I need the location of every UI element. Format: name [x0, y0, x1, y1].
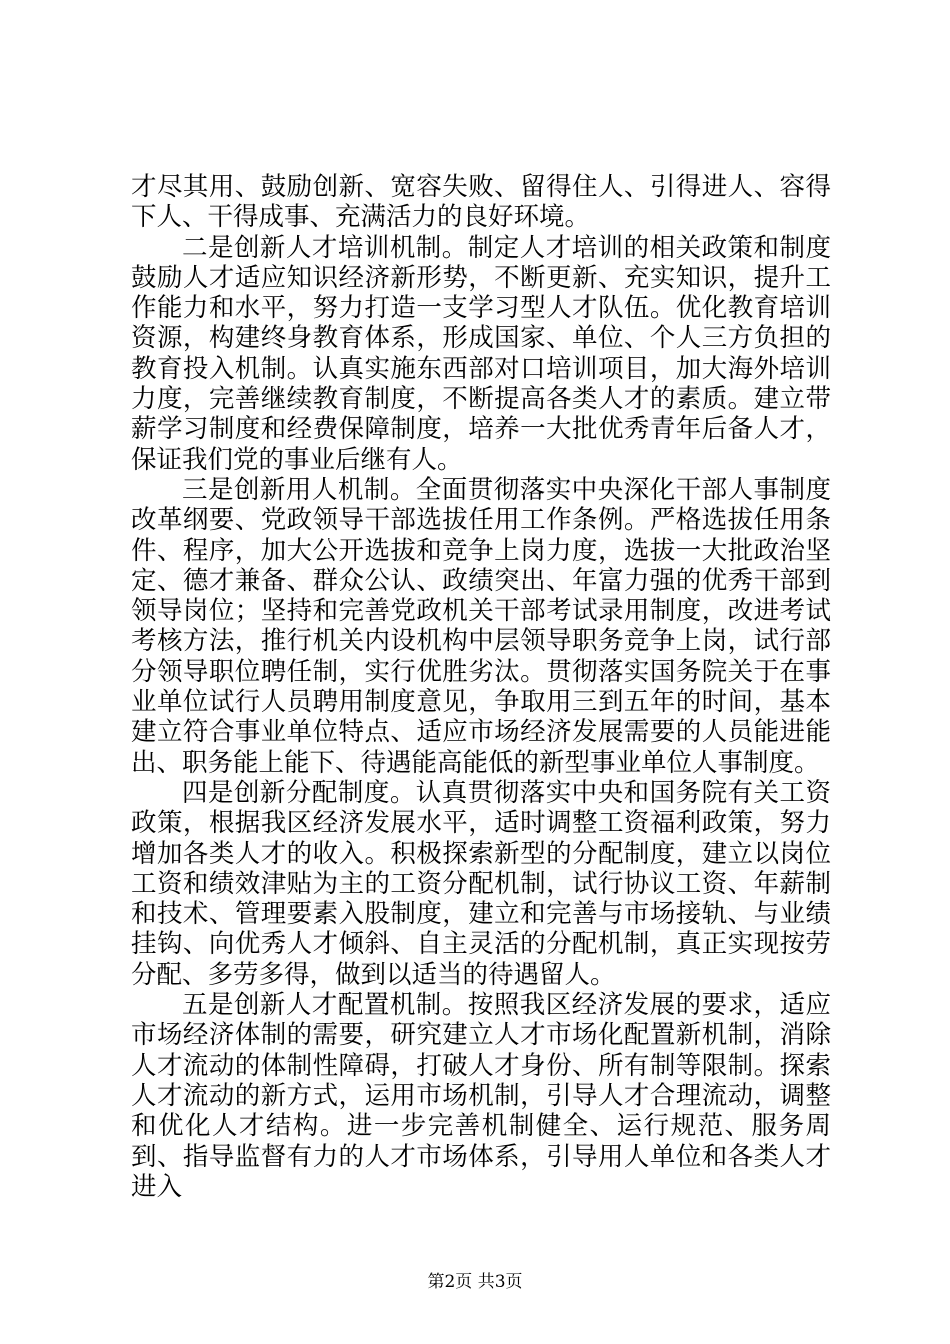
paragraph-distribution-system: 四是创新分配制度。认真贯彻落实中央和国务院有关工资政策，根据我区经济发展水平，适时调整工资福利政策，努力增加各类人才的收入。积极探索新型的分配制度，建立以岗位工资和绩效津贴为主的工资分配机制，试行协议工资、年薪制和技术、管理要素入股制度，建立和完善与市场接轨、与业绩挂钩、向优秀人才倾斜、自主灵活的分配机制，真正实现按劳分配、多劳多得，做到以适当的待遇留人。 — [131, 777, 831, 990]
document-body — [131, 172, 831, 1202]
page-number-footer: 第2页 共3页 — [427, 1272, 523, 1292]
paragraph-allocation-mechanism: 五是创新人才配置机制。按照我区经济发展的要求，适应市场经济体制的需要，研究建立人才市场化配置新机制，消除人才流动的体制性障碍，打破人才身份、所有制等限制。探索人才流动的新方式，运用市场机制，引导人才合理流动，调整和优化人才结构。进一步完善机制健全、运行规范、服务周到、指导监督有力的人才市场体系，引导用人单位和各类人才进入 — [131, 990, 831, 1202]
paragraph-training-mechanism: 二是创新人才培训机制。制定人才培训的相关政策和制度鼓励人才适应知识经济新形势，不断更新、充实知识，提升工作能力和水平，努力打造一支学习型人才队伍。优化教育培训资源，构建终身教育体系，形成国家、单位、个人三方负担的教育投入机制。认真实施东西部对口培训项目，加大海外培训力度，完善继续教育制度，不断提高各类人才的素质。建立带薪学习制度和经费保障制度，培养一大批优秀青年后备人才，保证我们党的事业后继有人。 — [131, 232, 831, 475]
paragraph-continuation: 才尽其用、鼓励创新、宽容失败、留得住人、引得进人、容得下人、干得成事、充满活力的良好环境。 — [131, 172, 831, 233]
paragraph-employment-mechanism: 三是创新用人机制。全面贯彻落实中央深化干部人事制度改革纲要、党政领导干部选拔任用工作条例。严格选拔任用条件、程序，加大公开选拔和竞争上岗力度，选拔一大批政治坚定、德才兼备、群众公认、政绩突出、年富力强的优秀干部到领导岗位；坚持和完善党政机关干部考试录用制度，改进考试考核方法，推行机关内设机构中层领导职务竞争上岗，试行部分领导职位聘任制，实行优胜劣汰。贯彻落实国务院关于在事业单位试行人员聘用制度意见，争取用三到五年的时间，基本建立符合事业单位特点、适应市场经济发展需要的人员能进能出、职务能上能下、待遇能高能低的新型事业单位人事制度。 — [131, 474, 831, 778]
